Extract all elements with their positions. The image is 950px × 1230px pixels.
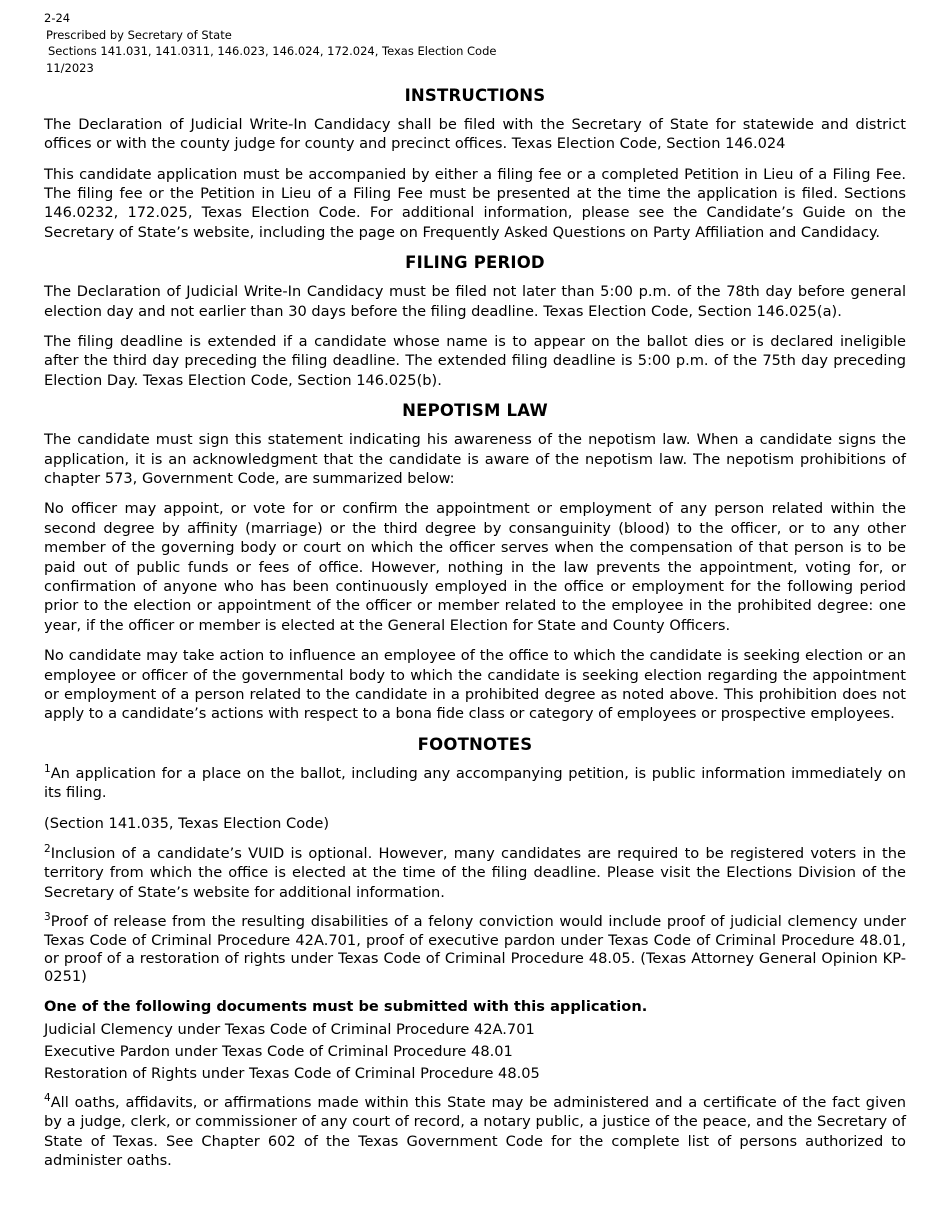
- footnote-1-citation: (Section 141.035, Texas Election Code): [44, 814, 330, 832]
- footnote-4: [44, 1093, 906, 1171]
- footnote-3-requirement: One of the following documents must be submitted with this application.: [44, 998, 648, 1016]
- nepotism-paragraph-2: No officer may appoint, or vote for or confirm the appointment or employment of any person related within the second degree by affinity (marriage) or the third degree by consanguinity (blood) to the officer, or to any other member of the governing body or court on which the officer serves when the compensation of that person is to be paid out of public funds or fees of office. However, nothing in the law prevents the appointment, voting for, or confirmation of anyone who has been continuously employed in the office or employment for the following period prior to the election or appointment of the officer or member related to the employee in the prohibited degree: one year, if the officer or member is elected at the General Election for State and County Officers.: [44, 500, 906, 634]
- footnote-3-marker: 3: [44, 911, 51, 924]
- footnote-3-document-3: Restoration of Rights under Texas Code of Criminal Procedure 48.05: [44, 1065, 540, 1083]
- filing-period-paragraph-2: The filing deadline is extended if a candidate whose name is to appear on the ballot dies or is declared ineligible after the third day preceding the filing deadline. The extended filing deadline is 5:00 p.m. of the 75th day preceding Election Day. Texas Election Code, Section 146.025(b).: [44, 332, 906, 389]
- instructions-paragraph-1: The Declaration of Judicial Write-In Candidacy shall be filed with the Secretary of State for statewide and district offices or with the county judge for county and precinct offices. Texas Election Code, Section 146.024: [44, 115, 906, 153]
- footnote-3-text: Proof of release from the resulting disabilities of a felony conviction would include proof of judicial clemency under Texas Code of Criminal Procedure 42A.701, proof of executive pardon under Texas Code of Criminal Procedure 48.01, or proof of a restoration of rights under Texas Code of Criminal Procedure 48.05. (Texas Attorney General Opinion KP-0251): [44, 913, 906, 985]
- footnote-4-text: All oaths, affidavits, or affirmations made within this State may be administered and a certificate of the fact given by a judge, clerk, or commissioner of any court of record, a notary public, a justice of the peace, and the Secretary of State of Texas. See Chapter 602 of the Texas Government Code for the complete list of persons authorized to administer oaths.: [44, 1093, 906, 1170]
- revision-date: 11/2023: [46, 61, 94, 76]
- filing-period-heading: FILING PERIOD: [405, 253, 545, 273]
- footnote-2: [44, 844, 906, 902]
- filing-period-paragraph-1: The Declaration of Judicial Write-In Candidacy must be filed not later than 5:00 p.m. of the 78th day before general election day and not earlier than 30 days before the filing deadline. Texas Election Code, Section 146.025(a).: [44, 283, 906, 320]
- nepotism-paragraph-3: No candidate may take action to influence an employee of the office to which the candidate is seeking election or an employee or officer of the governmental body to which the candidate is seeking election regarding the appointment or employment of a person related to the candidate in a prohibited degree as noted above. This prohibition does not apply to a candidate’s actions with respect to a bona fide class or category of employees or prospective employees.: [44, 647, 906, 723]
- code-sections: Sections 141.031, 141.0311, 146.023, 146.024, 172.024, Texas Election Code: [48, 44, 497, 59]
- footnote-3-document-1: Judicial Clemency under Texas Code of Criminal Procedure 42A.701: [44, 1020, 535, 1038]
- nepotism-law-heading: NEPOTISM LAW: [402, 401, 548, 421]
- footnote-1: [44, 764, 906, 803]
- footnote-2-text: Inclusion of a candidate’s VUID is optional. However, many candidates are required to be registered voters in the territory from which the office is elected at the time of the filing deadline. Please visit the Elections Division of the Secretary of State’s website for additional information.: [44, 845, 906, 901]
- footnote-1-marker: 1: [44, 762, 51, 775]
- nepotism-paragraph-1: The candidate must sign this statement indicating his awareness of the nepotism law. When a candidate signs the application, it is an acknowledgment that the candidate is aware of the nepotism law. The nepotism prohibitions of chapter 573, Government Code, are summarized below:: [44, 431, 906, 487]
- prescribed-by: Prescribed by Secretary of State: [46, 27, 232, 42]
- footnote-2-marker: 2: [44, 843, 51, 856]
- instructions-heading: INSTRUCTIONS: [404, 85, 546, 105]
- form-number: 2-24: [44, 11, 71, 25]
- footnote-3-document-2: Executive Pardon under Texas Code of Criminal Procedure 48.01: [44, 1043, 513, 1061]
- footnote-1-text: An application for a place on the ballot, including any accompanying petition, is public information immediately on its filing.: [44, 764, 906, 802]
- footnotes-heading: FOOTNOTES: [417, 734, 533, 754]
- instructions-paragraph-2: This candidate application must be accompanied by either a filing fee or a completed Petition in Lieu of a Filing Fee. The filing fee or the Petition in Lieu of a Filing Fee must be presented at the time the application is filed. Sections 146.0232, 172.025, Texas Election Code. For additional information, please see the Candidate’s Guide on the Secretary of State’s website, including the page on Frequently Asked Questions on Party Affiliation and Candidacy.: [44, 165, 906, 241]
- document-header: [44, 10, 906, 77]
- footnote-4-marker: 4: [44, 1091, 51, 1104]
- footnote-3: [44, 913, 906, 986]
